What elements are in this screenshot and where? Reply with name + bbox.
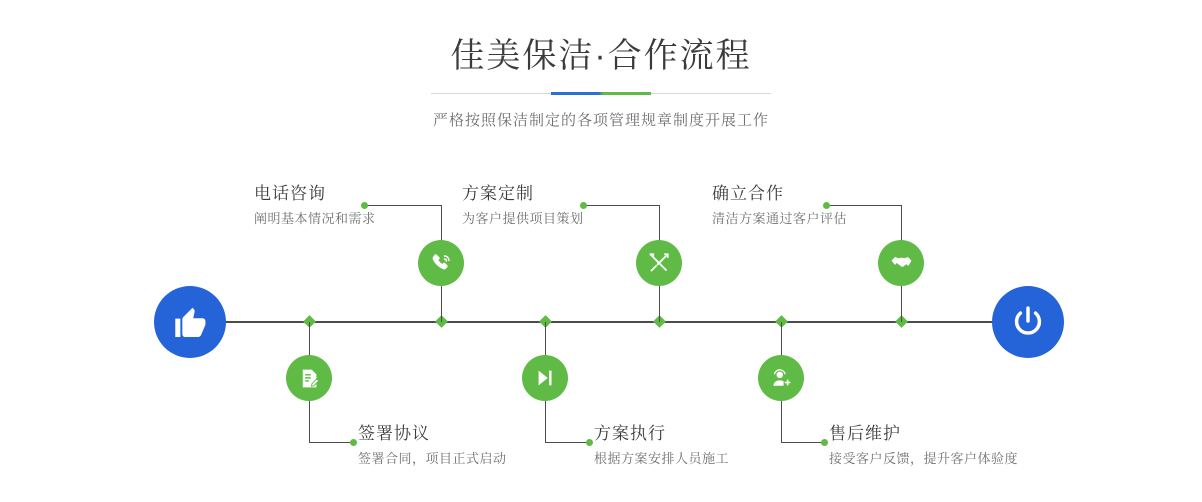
connector-line bbox=[781, 442, 824, 443]
step-label-5 bbox=[712, 182, 847, 230]
connector-dot bbox=[821, 439, 828, 446]
step-icon-4 bbox=[522, 355, 568, 401]
step-desc: 阐明基本情况和需求 bbox=[254, 211, 376, 226]
divider-accent bbox=[551, 92, 651, 95]
start-node bbox=[154, 286, 226, 358]
step-icon-3 bbox=[636, 240, 682, 286]
connector-dot bbox=[350, 439, 357, 446]
step-label-6 bbox=[829, 422, 1018, 470]
tools-icon bbox=[647, 251, 671, 275]
step-label-1 bbox=[254, 182, 376, 230]
connector-line bbox=[309, 442, 353, 443]
step-name: 签署协议 bbox=[358, 424, 430, 443]
play-skip-icon bbox=[534, 367, 556, 389]
step-name: 电话咨询 bbox=[254, 184, 326, 203]
phone-call-icon bbox=[429, 251, 453, 275]
end-node bbox=[992, 286, 1064, 358]
step-label-4 bbox=[594, 422, 729, 470]
connector-line bbox=[364, 205, 442, 206]
thumbs-up-icon bbox=[171, 303, 209, 341]
step-icon-2 bbox=[286, 355, 332, 401]
step-desc: 为客户提供项目策划 bbox=[462, 211, 584, 226]
step-desc: 接受客户反馈，提升客户体验度 bbox=[829, 451, 1019, 466]
title-divider bbox=[431, 92, 771, 95]
step-desc: 签署合同，项目正式启动 bbox=[358, 451, 507, 466]
connector-line bbox=[583, 205, 660, 206]
customer-support-icon bbox=[770, 367, 793, 390]
page-header bbox=[0, 0, 1202, 130]
step-name: 方案执行 bbox=[594, 424, 666, 443]
step-desc: 根据方案安排人员施工 bbox=[594, 451, 730, 466]
step-label-3 bbox=[462, 182, 584, 230]
step-label-2 bbox=[358, 422, 507, 470]
step-name: 确立合作 bbox=[712, 184, 784, 203]
connector-dot bbox=[586, 439, 593, 446]
document-edit-icon bbox=[298, 367, 321, 390]
step-icon-5 bbox=[878, 240, 924, 286]
power-icon bbox=[1009, 303, 1047, 341]
page-title: 佳美保洁·合作流程 bbox=[450, 37, 752, 75]
handshake-icon bbox=[889, 251, 914, 276]
connector-line bbox=[545, 442, 589, 443]
step-icon-1 bbox=[418, 240, 464, 286]
step-name: 售后维护 bbox=[829, 424, 901, 443]
process-flow-diagram bbox=[0, 150, 1202, 502]
timeline-axis bbox=[196, 321, 1006, 323]
step-icon-6 bbox=[758, 355, 804, 401]
step-name: 方案定制 bbox=[462, 184, 534, 203]
step-desc: 清洁方案通过客户评估 bbox=[712, 211, 848, 226]
page-subtitle: 严格按照保洁制定的各项管理规章制度开展工作 bbox=[432, 112, 769, 129]
